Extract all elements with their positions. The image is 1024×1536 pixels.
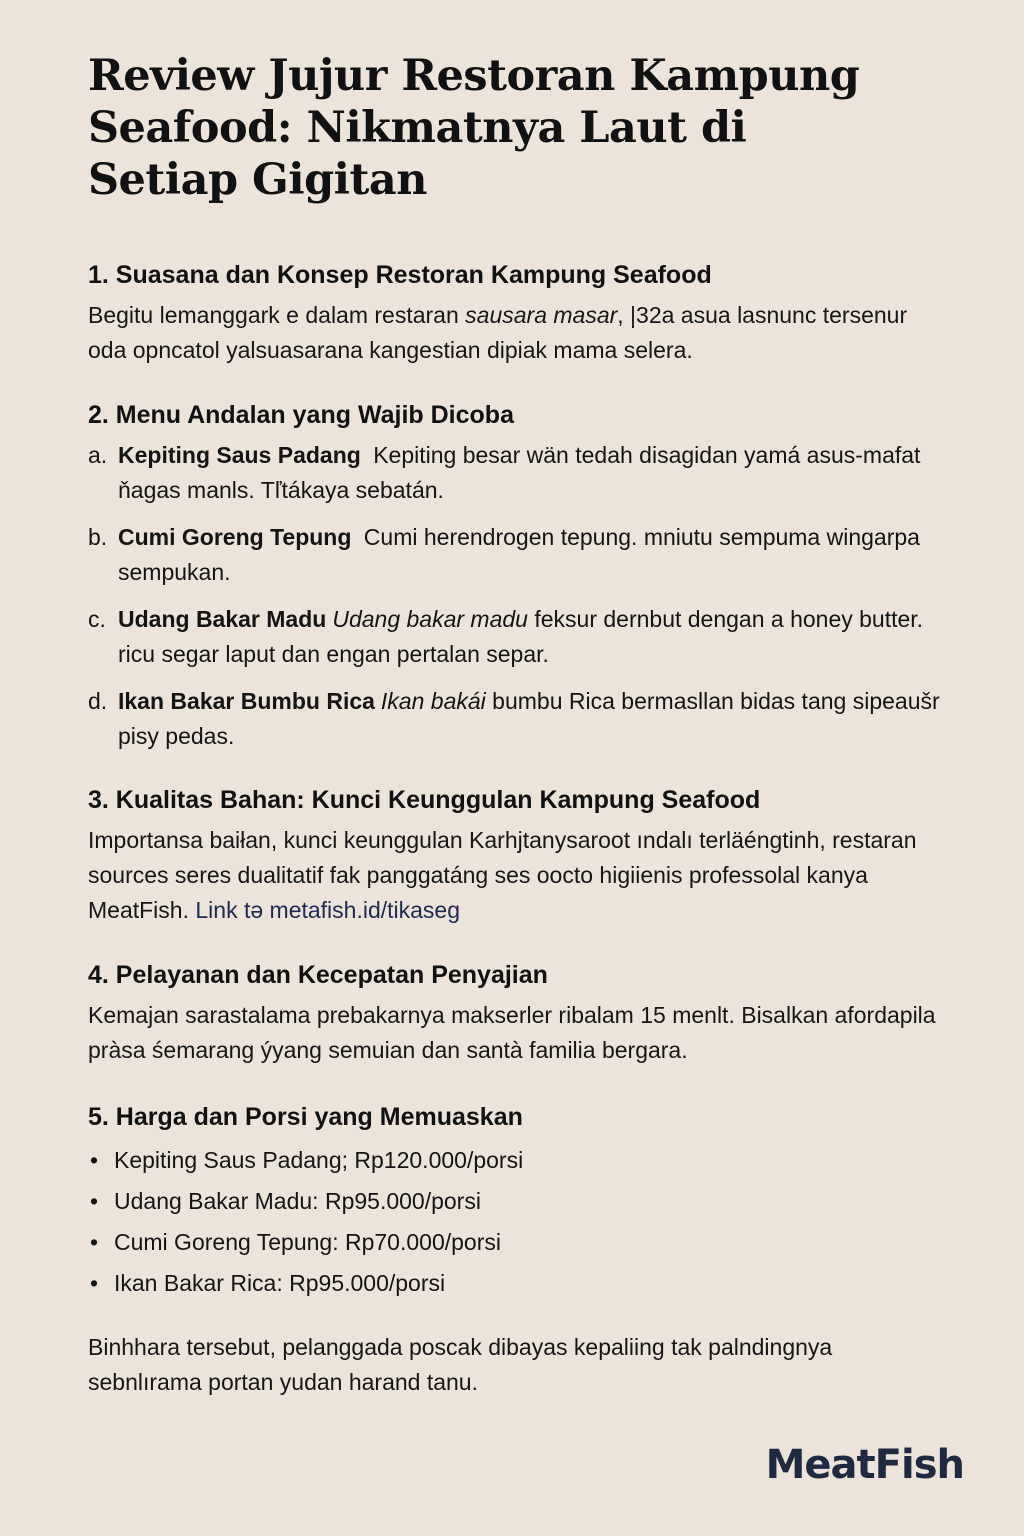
dish-desc: Cumi herendrogen tepung. mniutu sempuma wingarpa sempukan.: [118, 524, 920, 585]
price-item: [88, 1222, 523, 1263]
closing-text: Binhhara tersebut, pelanggada poscak dibayas kepaliing tak palndingnya sebnlırama portan yudan harand tanu.: [88, 1334, 833, 1395]
bullet-icon: •: [90, 1229, 99, 1255]
closing-paragraph: [88, 1330, 948, 1400]
body-text-part: Importansa baiłan, kunci keunggulan Karhjtanysaroot ındalı terläéngtinh, restaran sources seres dualitatif fak panggatáng ses oocto higiienis professolal kanya MeatFish.: [88, 827, 917, 923]
dish-name: Kepiting Saus Padang: [118, 442, 361, 468]
price-item: [88, 1140, 523, 1181]
section-kualitas-bahan: [88, 785, 948, 928]
section-pelayanan: [88, 960, 948, 1068]
section-heading: 1. Suasana dan Konsep Restoran Kampung Seafood: [88, 261, 712, 289]
list-marker: b.: [88, 524, 108, 550]
menu-item: [88, 602, 948, 672]
dish-desc: feksur dernbut dengan a honey butter. ricu segar laput dan engan pertalan separ.: [118, 606, 924, 667]
price-list: [88, 1140, 523, 1304]
menu-item: [88, 438, 948, 508]
body-text-part: , |32a asua lasnunc tersenur oda opncatol yalsuasarana kangestian dipiak mama selera.: [88, 302, 908, 363]
price-text: Udang Bakar Madu: Rp95.000/porsi: [114, 1188, 481, 1214]
section-body: Kemajan sarastalama prebakarnya makserler ribalam 15 menlt. Bisalkan afordapila pràsa śemarang ýyang semuian dan santà familia bergara.: [88, 1002, 936, 1063]
bullet-icon: •: [90, 1270, 99, 1296]
menu-item: [88, 520, 948, 590]
price-text: Cumi Goreng Tepung: Rp70.000/porsi: [114, 1229, 501, 1255]
dish-name: Cumi Goreng Tepung: [118, 524, 352, 550]
price-item: [88, 1263, 523, 1304]
section-menu-andalan: [88, 400, 948, 766]
body-text-part: Begitu lemanggark e dalam restaran: [88, 302, 466, 328]
list-marker: a.: [88, 442, 108, 468]
section-heading: 2. Menu Andalan yang Wajib Dicoba: [88, 401, 514, 429]
metafish-link[interactable]: Link tə metafish.id/tikaseg: [195, 897, 461, 923]
section-heading: 4. Pelayanan dan Kecepatan Penyajian: [88, 961, 548, 989]
section-heading: 5. Harga dan Porsi yang Memuaskan: [88, 1103, 523, 1131]
article-title: Review Jujur Restoran Kampung Seafood: Nikmatnya Laut di Setiap Gigitan: [88, 51, 860, 205]
menu-list: [88, 438, 948, 754]
bullet-icon: •: [90, 1147, 99, 1173]
article: [88, 50, 948, 1395]
dish-desc: bumbu Rica bermasllan bidas tang sipeaušr pisy pedas.: [118, 688, 940, 749]
price-text: Ikan Bakar Rica: Rp95.000/porsi: [114, 1270, 446, 1296]
dish-name: Ikan Bakar Bumbu Rica: [118, 688, 375, 714]
price-item: [88, 1181, 523, 1222]
menu-item: [88, 684, 948, 754]
section-suasana: [88, 260, 948, 368]
dish-desc: Kepiting besar wän tedah disagidan yamá asus-mafat ňagas manls. Tľtákaya sebatán.: [118, 442, 921, 503]
dish-name: Udang Bakar Madu: [118, 606, 327, 632]
section-harga-porsi: [88, 1102, 523, 1304]
brand-logo: MeatFish: [765, 1442, 964, 1488]
list-marker: c.: [88, 606, 106, 632]
section-body: [88, 298, 948, 368]
dish-desc-emphasis: Udang bakar madu: [332, 606, 528, 632]
list-marker: d.: [88, 688, 108, 714]
price-text: Kepiting Saus Padang; Rp120.000/porsi: [114, 1147, 524, 1173]
section-heading: 3. Kualitas Bahan: Kunci Keunggulan Kampung Seafood: [88, 786, 761, 814]
dish-desc-emphasis: Ikan bakái: [380, 688, 486, 714]
bullet-icon: •: [90, 1188, 99, 1214]
body-text-emphasis: sausara masar: [465, 302, 618, 328]
section-body: [88, 823, 948, 928]
